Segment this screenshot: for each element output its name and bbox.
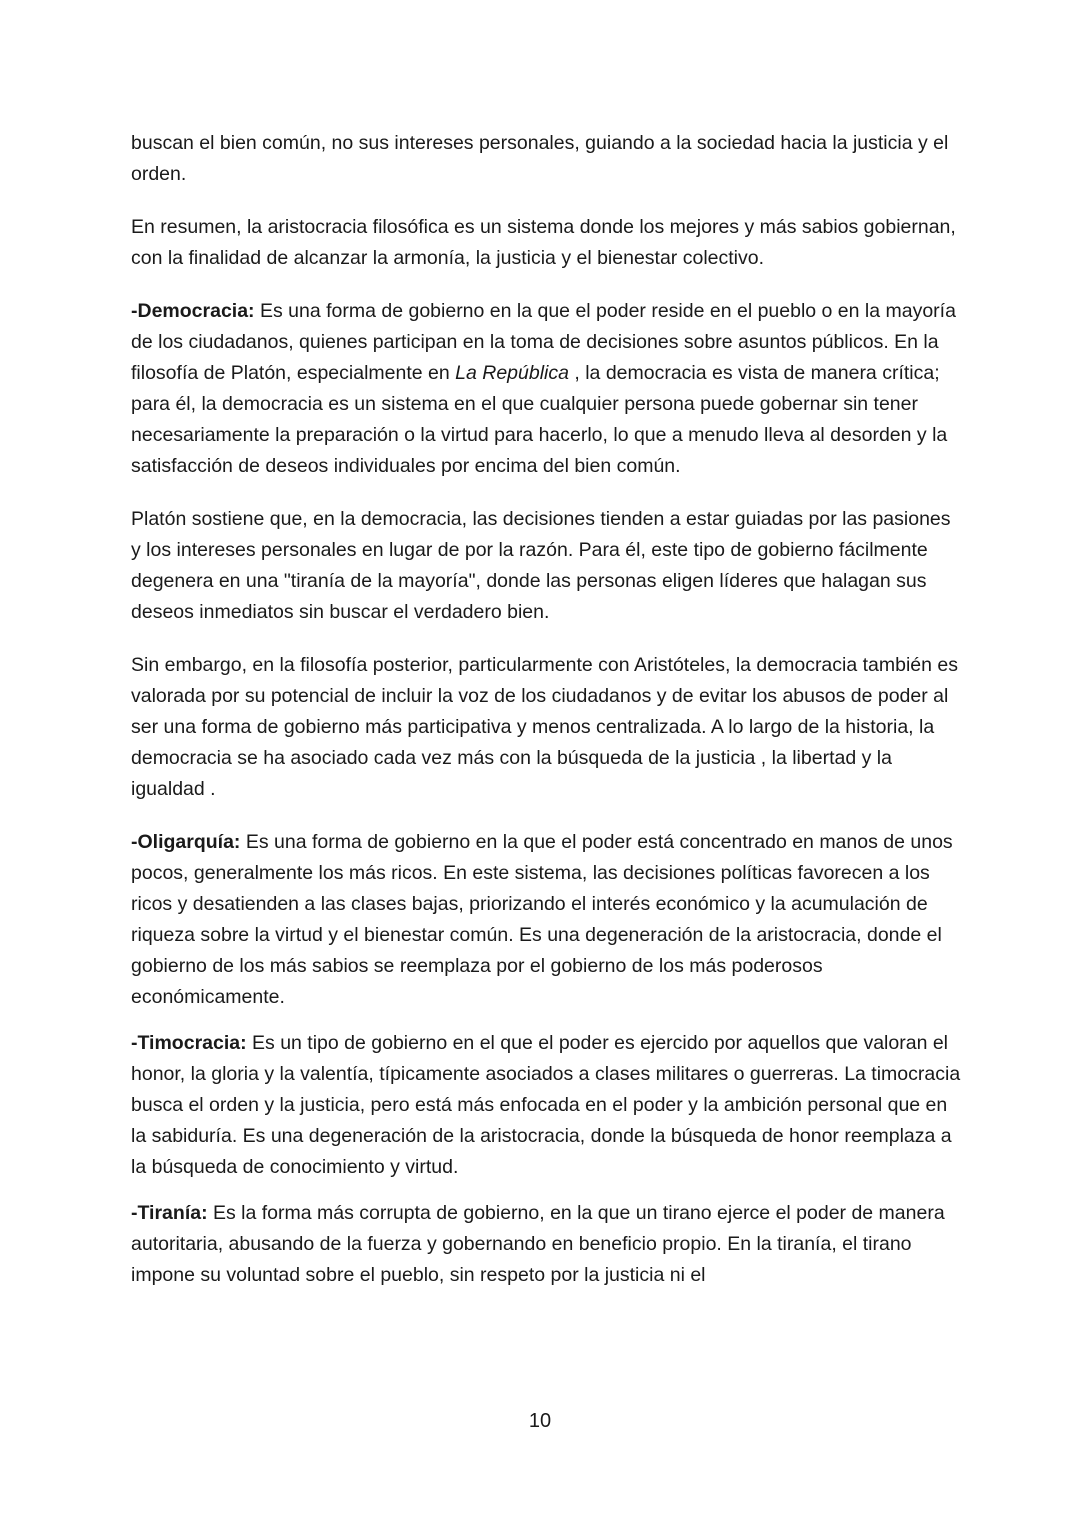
paragraph-text: Es un tipo de gobierno en el que el poder es ejercido por aquellos que valoran el honor, la gloria y la valentía, típicamente asociados a clases militares o guerreras. La timocracia busca el orden y la justicia, pero está más enfocada en el poder y la ambición personal que en la sabiduría. Es una degeneración de la aristocracia, donde la búsqueda de honor reemplaza a la búsqueda de conocimiento y virtud.: [131, 1032, 961, 1178]
paragraph-text: Es una forma de gobierno en la que el poder está concentrado en manos de unos pocos, generalmente los más ricos. En este sistema, las decisiones políticas favorecen a los ricos y desatienden a las clases bajas, priorizando el interés económico y la acumulación de riqueza sobre la virtud y el bienestar común. Es una degeneración de la aristocracia, donde el gobierno de los más sabios se reemplaza por el gobierno de los más poderosos económicamente.: [131, 831, 953, 1008]
paragraph-aristoteles: [131, 650, 961, 805]
paragraph-platon: [131, 504, 961, 628]
term-democracia: -Democracia:: [131, 300, 255, 322]
paragraph-oligarquia: [131, 827, 961, 1013]
term-timocracia: -Timocracia:: [131, 1032, 247, 1054]
paragraph-democracia: [131, 296, 961, 482]
paragraph-timocracia: [131, 1028, 961, 1183]
paragraph-text: Platón sostiene que, en la democracia, las decisiones tienden a estar guiadas por las pasiones y los intereses personales en lugar de por la razón. Para él, este tipo de gobierno fácilmente degenera en una "tiranía de la mayoría", donde las personas eligen líderes que halagan sus deseos inmediatos sin buscar el verdadero bien.: [131, 508, 951, 623]
term-tirania: -Tiranía:: [131, 1202, 208, 1224]
page-number: 10: [528, 1410, 552, 1432]
paragraph-tirania: [131, 1198, 961, 1291]
paragraph-text: Sin embargo, en la filosofía posterior, particularmente con Aristóteles, la democracia también es valorada por su potencial de incluir la voz de los ciudadanos y de evitar los abusos de poder al ser una forma de gobierno más participativa y menos centralizada. A lo largo de la historia, la democracia se ha asociado cada vez más con la búsqueda de la justicia , la libertad y la igualdad .: [131, 654, 959, 800]
book-title-la-republica: La República: [455, 362, 569, 384]
paragraph-summary: [131, 212, 961, 274]
paragraph-continuation: [131, 128, 961, 190]
paragraph-text: Es una forma de gobierno en la que el poder reside en el pueblo o en la mayoría de los ciudadanos, quienes participan en la toma de decisiones sobre asuntos públicos. En la filosofía de Platón, especialmente en: [131, 300, 956, 384]
page-content: [131, 128, 961, 1306]
paragraph-text: , la democracia es vista de manera crítica; para él, la democracia es un sistema en el que cualquier persona puede gobernar sin tener necesariamente la preparación o la virtud para hacerlo, lo que a menudo lleva al desorden y la satisfacción de deseos individuales por encima del bien común.: [131, 362, 948, 477]
paragraph-text: Es la forma más corrupta de gobierno, en la que un tirano ejerce el poder de manera autoritaria, abusando de la fuerza y gobernando en beneficio propio. En la tiranía, el tirano impone su voluntad sobre el pueblo, sin respeto por la justicia ni el: [131, 1202, 945, 1286]
term-oligarquia: -Oligarquía:: [131, 831, 241, 853]
paragraph-text: buscan el bien común, no sus intereses personales, guiando a la sociedad hacia la justicia y el orden.: [131, 132, 949, 185]
paragraph-text: En resumen, la aristocracia filosófica es un sistema donde los mejores y más sabios gobiernan, con la finalidad de alcanzar la armonía, la justicia y el bienestar colectivo.: [131, 216, 956, 269]
